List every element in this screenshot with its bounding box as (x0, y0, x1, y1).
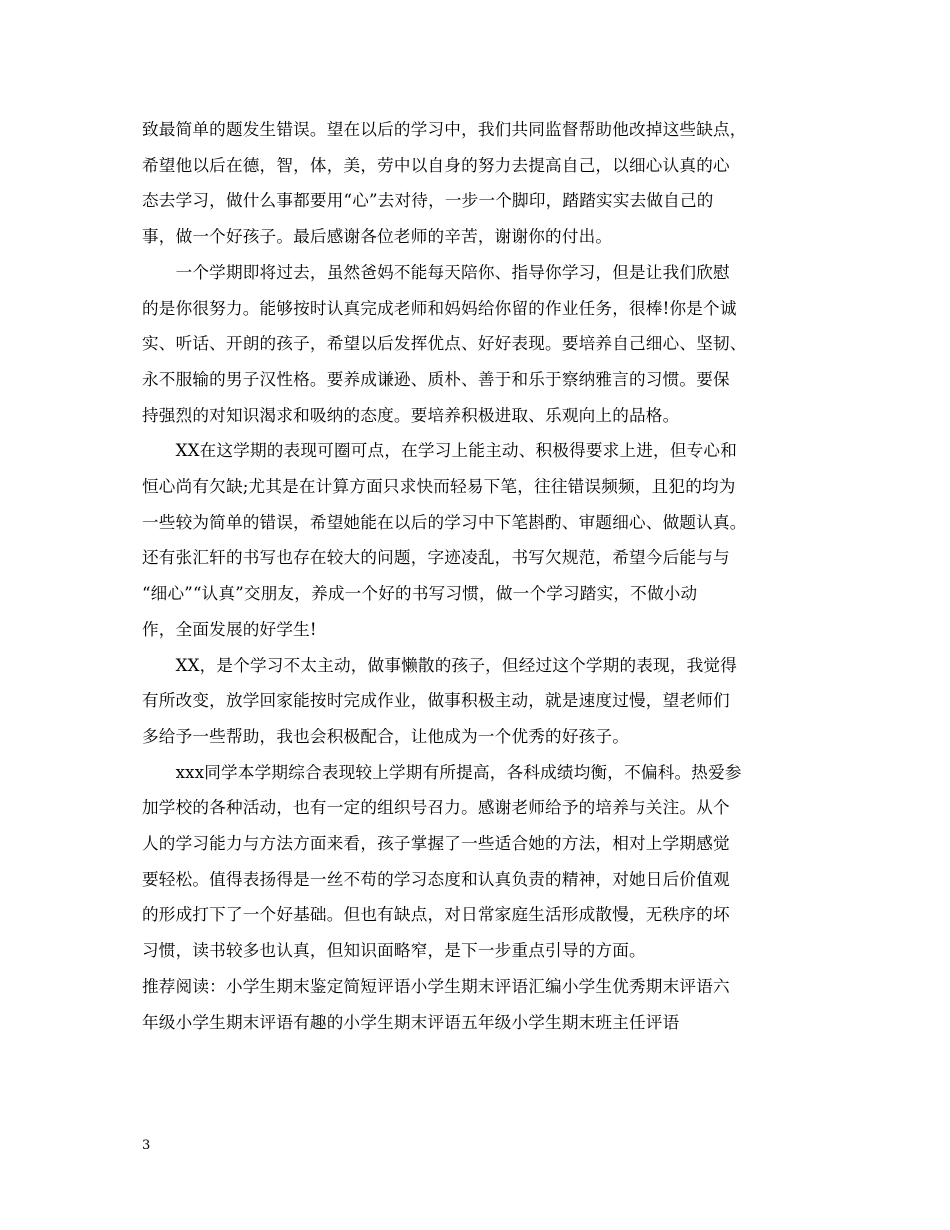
text-line: 态去学习，做什么事都要用“心”去对待，一步一个脚印，踏踏实实去做自己的 (142, 191, 714, 211)
text-line: 推荐阅读：小学生期末鉴定简短评语小学生期末评语汇编小学生优秀期末评语六 (142, 976, 730, 996)
paragraph-1 (142, 112, 812, 255)
text-line: “细心”“认真”交朋友，养成一个好的书写习惯，做一个学习踏实，不做小动 (142, 584, 698, 604)
paragraph-4 (142, 648, 812, 755)
text-line: 一些较为简单的错误，希望她能在以后的学习中下笔斟酌、审题细心、做题认真。 (142, 512, 747, 532)
text-line: 希望他以后在德，智，体，美，劳中以自身的努力去提高自己，以细心认真的心 (142, 155, 730, 175)
text-line: 的形成打下了一个好基础。但也有缺点，对日常家庭生活形成散慢，无秩序的坏 (142, 905, 730, 925)
text-line: 还有张汇轩的书写也存在较大的问题，字迹凌乱，书写欠规范，希望今后能与与 (142, 548, 730, 568)
text-line: XX在这学期的表现可圈可点，在学习上能主动、积极得要求上进，但专心和 (142, 441, 738, 461)
text-line: 持强烈的对知识渴求和吸纳的态度。要培养积极进取、乐观向上的品格。 (142, 405, 680, 425)
text-line: 事，做一个好孩子。最后感谢各位老师的辛苦，谢谢你的付出。 (142, 227, 613, 247)
text-line: 加学校的各种活动，也有一定的组织号召力。感谢老师给予的培养与关注。从个 (142, 798, 730, 818)
text-line: 作，全面发展的好学生! (142, 619, 317, 639)
text-line: 致最简单的题发生错误。望在以后的学习中，我们共同监督帮助他改掉这些缺点， (142, 120, 747, 139)
text-line: 习惯，读书较多也认真，但知识面略窄，是下一步重点引导的方面。 (142, 941, 646, 961)
text-line: 要轻松。值得表扬得是一丝不苟的学习态度和认真负责的精神，对她日后价值观 (142, 869, 730, 889)
paragraph-5 (142, 755, 812, 969)
page-number: 3 (142, 1138, 151, 1153)
text-line: 多给予一些帮助，我也会积极配合，让他成为一个优秀的好孩子。 (142, 726, 630, 746)
text-line: 年级小学生期末评语有趣的小学生期末评语五年级小学生期末班主任评语 (142, 1012, 680, 1032)
text-line: 的是你很努力。能够按时认真完成老师和妈妈给你留的作业任务，很棒!你是个诚 (142, 298, 737, 318)
document-body (142, 112, 812, 1040)
recommended-reading (142, 969, 812, 1040)
text-line: 实、听话、开朗的孩子，希望以后发挥优点、好好表现。要培养自己细心、坚韧、 (142, 334, 747, 354)
text-line: XX，是个学习不太主动，做事懒散的孩子，但经过这个学期的表现，我觉得 (142, 655, 738, 675)
text-line: xxx同学本学期综合表现较上学期有所提高，各科成绩均衡，不偏科。热爱参 (142, 762, 742, 782)
text-line: 人的学习能力与方法方面来看，孩子掌握了一些适合她的方法，相对上学期感觉 (142, 834, 730, 854)
text-line: 一个学期即将过去，虽然爸妈不能每天陪你、指导你学习，但是让我们欣慰 (142, 262, 730, 282)
paragraph-3 (142, 433, 812, 647)
paragraph-2 (142, 255, 812, 434)
text-line: 恒心尚有欠缺;尤其是在计算方面只求快而轻易下笔，往往错误频频，且犯的均为 (142, 477, 736, 497)
text-line: 有所改变，放学回家能按时完成作业，做事积极主动，就是速度过慢，望老师们 (142, 691, 730, 711)
text-line: 永不服输的男子汉性格。要养成谦逊、质朴、善于和乐于察纳雅言的习惯。要保 (142, 369, 730, 389)
